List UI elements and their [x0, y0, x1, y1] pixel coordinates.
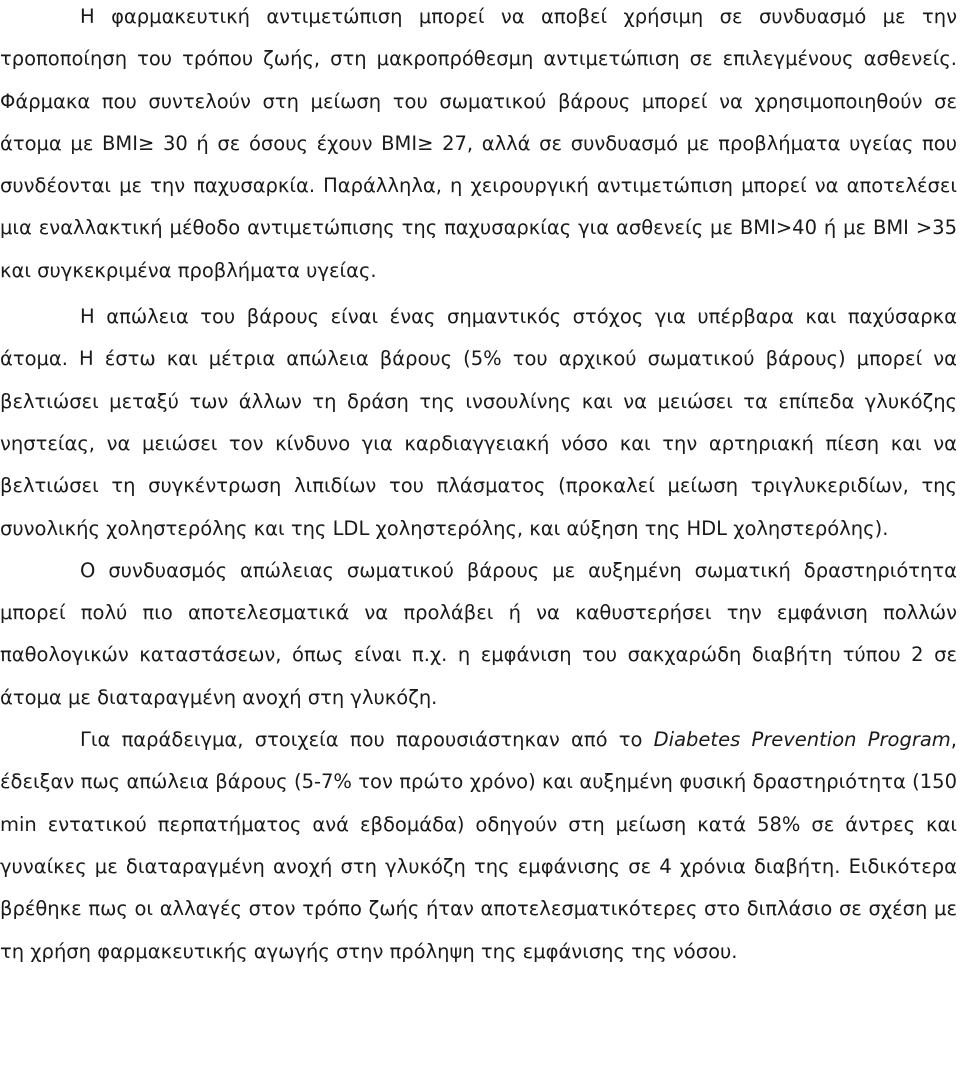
paragraph-3-text: Ο συνδυασμός απώλειας σωματικού βάρους με αυξημένη σωματική δραστηριότητα μπορεί πολύ πιο αποτελεσματικά να προλάβει ή να καθυστερήσει την εμφάνιση πολλών παθολογικών καταστάσεων, όπως είναι π.χ. η εμφάνιση του σακχαρώδη διαβήτη τύπου 2 σε άτομα με διαταραγμένη ανοχή στη γλυκόζη.: [0, 558, 957, 709]
paragraph-2-text: Η απώλεια του βάρους είναι ένας σημαντικός στόχος για υπέρβαρα και παχύσαρκα άτομα. Η έστω και μέτρια απώλεια βάρους (5% του αρχικού σωματικού βάρους) μπορεί να βελτιώσει μεταξύ των άλλων τη δράση της ινσουλίνης και να μειώσει τα επίπεδα γλυκόζης νηστείας, να μειώσει τον κίνδυνο για καρδιαγγειακή νόσο και την αρτηριακή πίεση και να βελτιώσει τη συγκέντρωση λιπιδίων του πλάσματος (προκαλεί μείωση τριγλυκεριδίων, της συνολικής χοληστερόλης και της LDL χοληστερόλης, και αύξηση της HDL χοληστερόλης).: [0, 305, 957, 540]
paragraph-4: [0, 719, 957, 973]
program-name-italic: Diabetes Prevention Program: [653, 728, 951, 752]
paragraph-1-text: Η φαρμακευτική αντιμετώπιση μπορεί να αποβεί χρήσιμη σε συνδυασμό με την τροποποίηση του τρόπου ζωής, στη μακροπρόθεσμη αντιμετώπιση σε επιλεγμένους ασθενείς. Φάρμακα που συντελούν στη μείωση του σωματικού βάρους μπορεί να χρησιμοποιηθούν σε άτομα με BMI≥ 30 ή σε όσους έχουν BMI≥ 27, αλλά σε συνδυασμό με προβλήματα υγείας που συνδέονται με την παχυσαρκία. Παράλληλα, η χειρουργική αντιμετώπιση μπορεί να αποτελέσει μια εναλλακτική μέθοδο αντιμετώπισης της παχυσαρκίας για ασθενείς με BMI>40 ή με BMI >35 και συγκεκριμένα προβλήματα υγείας.: [0, 5, 957, 282]
paragraph-1: [0, 0, 957, 292]
paragraph-4-text-a: Για παράδειγμα, στοιχεία που παρουσιάστηκαν από το: [80, 728, 654, 752]
paragraph-2: [0, 296, 957, 550]
paragraph-3: [0, 550, 957, 719]
paragraph-4-text-b: , έδειξαν πως απώλεια βάρους (5-7% τον πρώτο χρόνο) και αυξημένη φυσική δραστηριότητα (150 min εντατικού περπατήματος ανά εβδομάδα) οδηγούν στη μείωση κατά 58% σε άντρες και γυναίκες με διαταραγμένη ανοχή στη γλυκόζη της εμφάνισης σε 4 χρόνια διαβήτη. Ειδικότερα βρέθηκε πως οι αλλαγές στον τρόπο ζωής ήταν αποτελεσματικότερες στο διπλάσιο σε σχέση με τη χρήση φαρμακευτικής αγωγής στην πρόληψη της εμφάνισης της νόσου.: [0, 728, 957, 963]
